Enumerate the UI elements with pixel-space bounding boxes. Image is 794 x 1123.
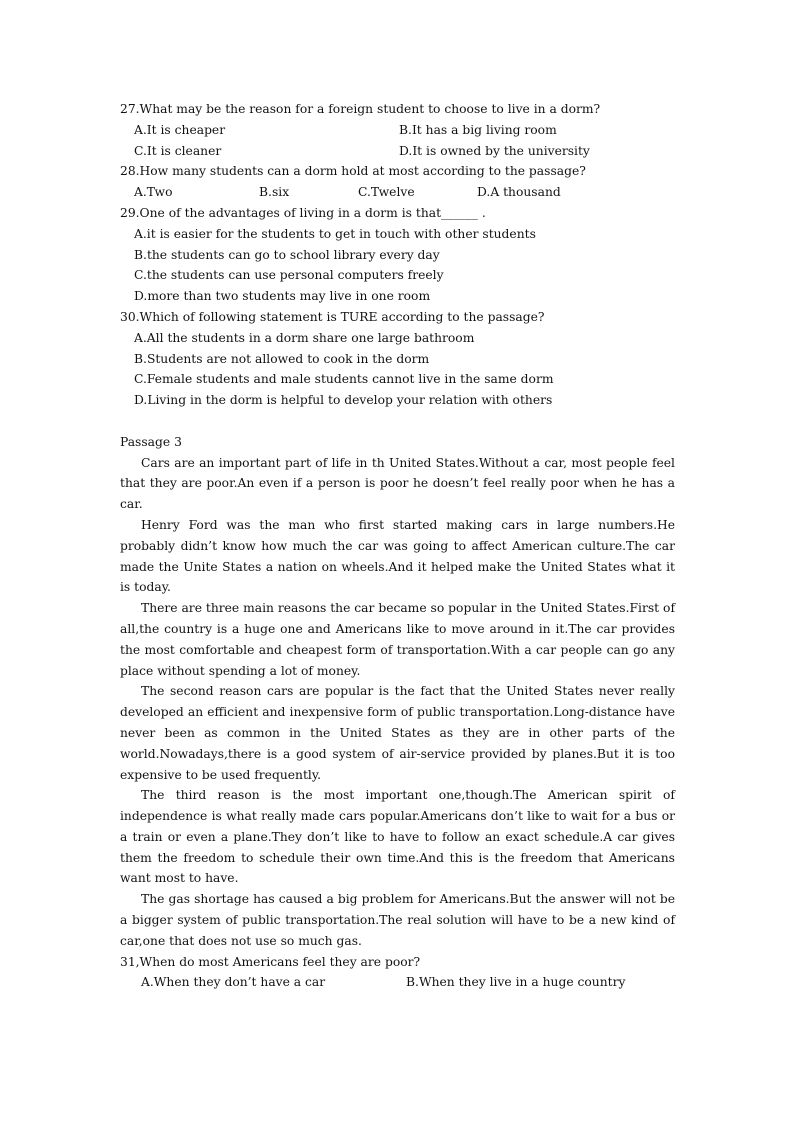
question-29-option-a: A.it is easier for the students to get in touch with other students <box>134 226 536 241</box>
passage-paragraph-1: Cars are an important part of life in th United States.Without a car, most people feel that they are poor.An even if a person is poor he doesn’t feel really poor when he has a car. <box>120 455 675 512</box>
question-27-option-d: D.It is owned by the university <box>399 143 590 158</box>
question-28-option-d: D.A thousand <box>477 185 561 200</box>
question-27-option-a: A.It is cheaper <box>134 122 226 137</box>
question-31-options-row <box>120 972 675 993</box>
question-28-option-b: B.six <box>259 185 290 200</box>
question-27-option-c: C.It is cleaner <box>134 143 222 158</box>
question-29-option-b: B.the students can go to school library every day <box>134 247 440 262</box>
question-30-option-d: D.Living in the dorm is helpful to develop your relation with others <box>134 393 553 408</box>
document-page <box>120 99 675 993</box>
passage-paragraph-4: The second reason cars are popular is the fact that the United States never really developed an efficient and inexpensive form of public transportation.Long-distance have never been as common in the United States as they are in other parts of the world.Nowadays,there is a good system of air-service provided by planes.But it is too expensive to be used frequently. <box>120 684 675 782</box>
spacer <box>120 411 675 432</box>
question-27-option-b: B.It has a big living room <box>399 122 557 137</box>
question-30-option-b: B.Students are not allowed to cook in the dorm <box>134 351 430 366</box>
question-28-stem: 28.How many students can a dorm hold at most according to the passage? <box>120 164 586 179</box>
question-31-option-a: A.When they don’t have a car <box>141 975 326 990</box>
passage-paragraph-2: Henry Ford was the man who first started making cars in large numbers.He probably didn’t know how much the car was going to affect American culture.The car made the Unite States a nation on wheels.And it helped make the United States what it is today. <box>120 517 675 595</box>
question-30-stem: 30.Which of following statement is TURE according to the passage? <box>120 309 545 324</box>
passage-paragraph-5: The third reason is the most important one,though.The American spirit of independence is what really made cars popular.Americans don’t like to wait for a bus or a train or even a plane.They don’t like to have to follow an exact schedule.A car gives them the freedom to schedule their own time.And this is the freedom that Americans want most to have. <box>120 788 675 886</box>
question-30-option-c: C.Female students and male students cannot live in the same dorm <box>134 372 554 387</box>
question-27-options-row1 <box>120 120 675 141</box>
question-29-stem: 29.One of the advantages of living in a dorm is that______ . <box>120 205 486 220</box>
question-28-options-row <box>120 182 675 203</box>
question-27-stem: 27.What may be the reason for a foreign student to choose to live in a dorm? <box>120 102 601 116</box>
passage-paragraph-6: The gas shortage has caused a big problem for Americans.But the answer will not be a bigger system of public transportation.The real solution will have to be a new kind of car,one that does not use so much gas. <box>120 892 675 948</box>
question-27-options-row2 <box>120 141 675 162</box>
question-30-option-a: A.All the students in a dorm share one large bathroom <box>134 330 475 345</box>
question-28-option-c: C.Twelve <box>358 185 415 200</box>
question-29-option-c: C.the students can use personal computers freely <box>134 268 444 283</box>
question-29-option-d: D.more than two students may live in one room <box>134 289 431 304</box>
passage-paragraph-3: There are three main reasons the car became so popular in the United States.First of all,the country is a huge one and Americans like to move around in it.The car provides the most comfortable and cheapest form of transportation.With a car people can go any place without spending a lot of money. <box>120 601 675 678</box>
passage-title: Passage 3 <box>120 434 182 449</box>
question-28-option-a: A.Two <box>134 185 173 200</box>
question-31-stem: 31,When do most Americans feel they are poor? <box>120 954 421 969</box>
question-31-option-b: B.When they live in a huge country <box>406 975 626 990</box>
